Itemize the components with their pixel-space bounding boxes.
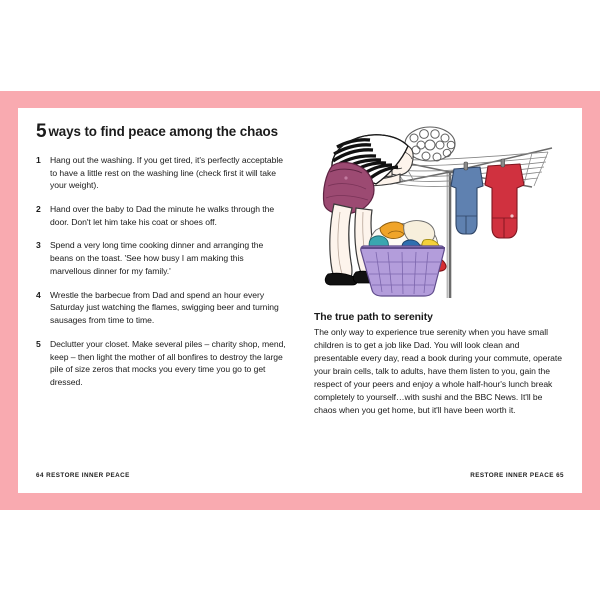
list-item — [36, 239, 286, 277]
list-item-number: 5 — [36, 338, 41, 349]
left-page — [18, 108, 300, 493]
list-item — [36, 289, 286, 327]
list-item-text: Spend a very long time cooking dinner and arranging the beans on the toast. 'See how busy I am making this marvellous dinner for my family.' — [50, 240, 264, 276]
list-item-text: Wrestle the barbecue from Dad and spend an hour every Saturday just watching the flames, swigging beer and turning sausages from time to time. — [50, 289, 279, 326]
page-number-right: 65 — [556, 472, 564, 479]
list-item — [36, 203, 286, 228]
list-item-text: Hang out the washing. If you get tired, it's perfectly acceptable to have a little rest on the washing line (check first it will take your weight). — [50, 154, 283, 191]
open-book-spread — [18, 108, 582, 493]
running-head-left: RESTORE INNER PEACE — [46, 472, 130, 479]
list-item-number: 3 — [36, 240, 41, 251]
list-item-number: 1 — [36, 154, 41, 165]
page-headline — [36, 122, 286, 143]
list-item-number: 4 — [36, 289, 41, 300]
tips-list — [36, 154, 286, 389]
left-page-footer — [36, 472, 130, 479]
sub-heading: The true path to serenity — [314, 312, 433, 323]
page-number-left: 64 — [36, 472, 44, 479]
list-item — [36, 338, 286, 389]
garment-red — [485, 159, 524, 238]
right-page-footer — [470, 472, 564, 479]
list-item — [36, 154, 286, 192]
right-page — [300, 108, 582, 493]
garment-blue — [451, 162, 483, 234]
running-head-right: RESTORE INNER PEACE — [470, 472, 554, 479]
list-item-text: Hand over the baby to Dad the minute he walks through the door. Don't let him take his coat or shoes off. — [50, 204, 275, 227]
illustration-washing-line — [304, 112, 572, 308]
laundry-basket — [361, 246, 445, 296]
headline-number: 5 — [36, 121, 47, 142]
list-item-number: 2 — [36, 204, 41, 215]
headline-text: ways to find peace among the chaos — [48, 124, 278, 139]
body-paragraph: The only way to experience true serenity when you have small children is to get a job like Dad. You will look clean and presentable every day, read a book during your commute, operate your brain cells, talk to adults, have them listen to you, gain the respect of your peers and enjoy a whole half-hour's lunch break completely to yourself…with sushi and the BBC News. It'll be chaos when you get home, but it'll have been worth it. — [314, 327, 562, 415]
list-item-text: Declutter your closet. Make several piles – charity shop, mend, keep – then light the mother of all bonfires to destroy the large pile of size zeros that mocks you every time you go to get dressed. — [50, 338, 286, 387]
